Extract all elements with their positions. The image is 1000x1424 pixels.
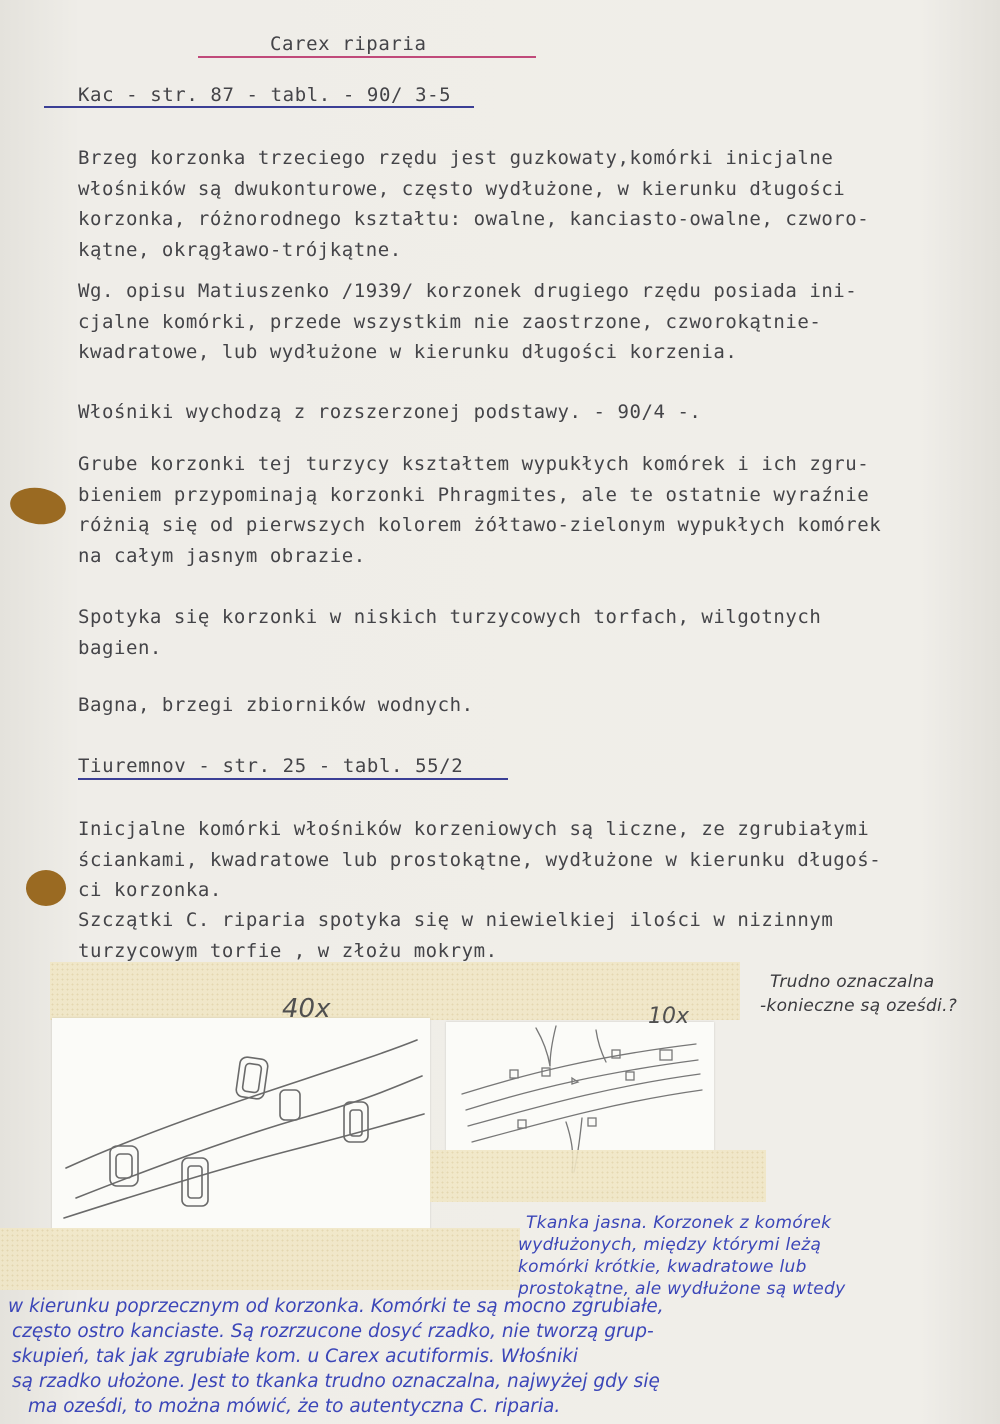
document-title: Carex riparia xyxy=(270,33,427,55)
reference-kac-underline xyxy=(44,106,474,108)
magnification-label-10x: 10x xyxy=(648,1004,690,1029)
reference-tiuremnov-underline xyxy=(78,778,508,780)
root-cells-sketch-40x xyxy=(52,1018,430,1236)
paragraph-remains: Szczątki C. riparia spotyka się w niewielkiej ilości w nizinnym turzycowym torfie , w złożu mokrym. xyxy=(78,909,834,962)
tape-strip xyxy=(0,1228,520,1290)
paragraph-matiuszenko: Wg. opisu Matiuszenko /1939/ korzonek drugiego rzędu posiada ini- cjalne komórki, przede wszystkim nie zaostrzone, czworokątnie- kwadratowe, lub wydłużone w kierunku długości korzenia. xyxy=(78,280,858,363)
sketch-sheet-40x xyxy=(52,1018,430,1236)
paragraph-occurrence: Spotyka się korzonki w niskich turzycowych torfach, wilgotnych bagien. xyxy=(78,606,822,659)
tape-strip xyxy=(50,962,740,1020)
paragraph-initial-cells: Inicjalne komórki włośników korzeniowych są liczne, ze zgrubiałymi ściankami, kwadratowe lub prostokątne, wydłużone w kierunku długoś- ci korzonka. xyxy=(78,818,882,901)
margin-stain xyxy=(8,484,68,527)
paragraph-root-hairs: Włośniki wychodzą z rozszerzonej podstawy. - 90/4 -. xyxy=(78,401,702,423)
paragraph-root-edge: Brzeg korzonka trzeciego rzędu jest guzkowaty,komórki inicjalne włośników są dwukonturowe, często wydłużone, w kierunku długości korzonka, różnorodnego kształtu: owalne, kanciasto-owalne, czworo- kątne, okrągławo-trójkątne. xyxy=(78,147,870,261)
tape-strip xyxy=(430,1150,766,1202)
reference-tiuremnov: Tiuremnov - str. 25 - tabl. 55/2 xyxy=(78,755,464,777)
margin-stain xyxy=(26,870,66,906)
magnification-label-40x: 40x xyxy=(282,994,331,1024)
handwritten-note-description: w kierunku poprzecznym od korzonka. Komórki te są mocno zgrubiałe, często ostro kanciaste. Są rozrzucone dosyć rzadko, nie tworzą grup- skupień, tak jak zgrubiałe kom. u Carex acutiformis. Włośniki są rzadko ułożone. Jest to tkanka trudno oznaczalna, najwyżej gdy się ma oześdi, to można mówić, że to autentyczna C. riparia. xyxy=(8,1296,664,1417)
handwritten-note-difficult: Trudno oznaczalna -konieczne są oześdi.? xyxy=(760,972,958,1016)
paragraph-phragmites-comparison: Grube korzonki tej turzycy kształtem wypukłych komórek i ich zgru- bieniem przypominają korzonki Phragmites, ale te ostatnie wyraźnie różnią się od pierwszych kolorem żółtawo-zielonym wypukłych komórek na całym jasnym obrazie. xyxy=(78,453,882,567)
handwritten-note-tissue: Tkanka jasna. Korzonek z komórek wydłużonych, między którymi leżą komórki krótkie, kwadratowe lub prostokątne, ale wydłużone są wtedy xyxy=(518,1213,846,1299)
reference-kac: Kac - str. 87 - tabl. - 90/ 3-5 xyxy=(78,84,452,106)
paragraph-habitat: Bagna, brzegi zbiorników wodnych. xyxy=(78,694,474,716)
title-underline xyxy=(198,56,536,58)
